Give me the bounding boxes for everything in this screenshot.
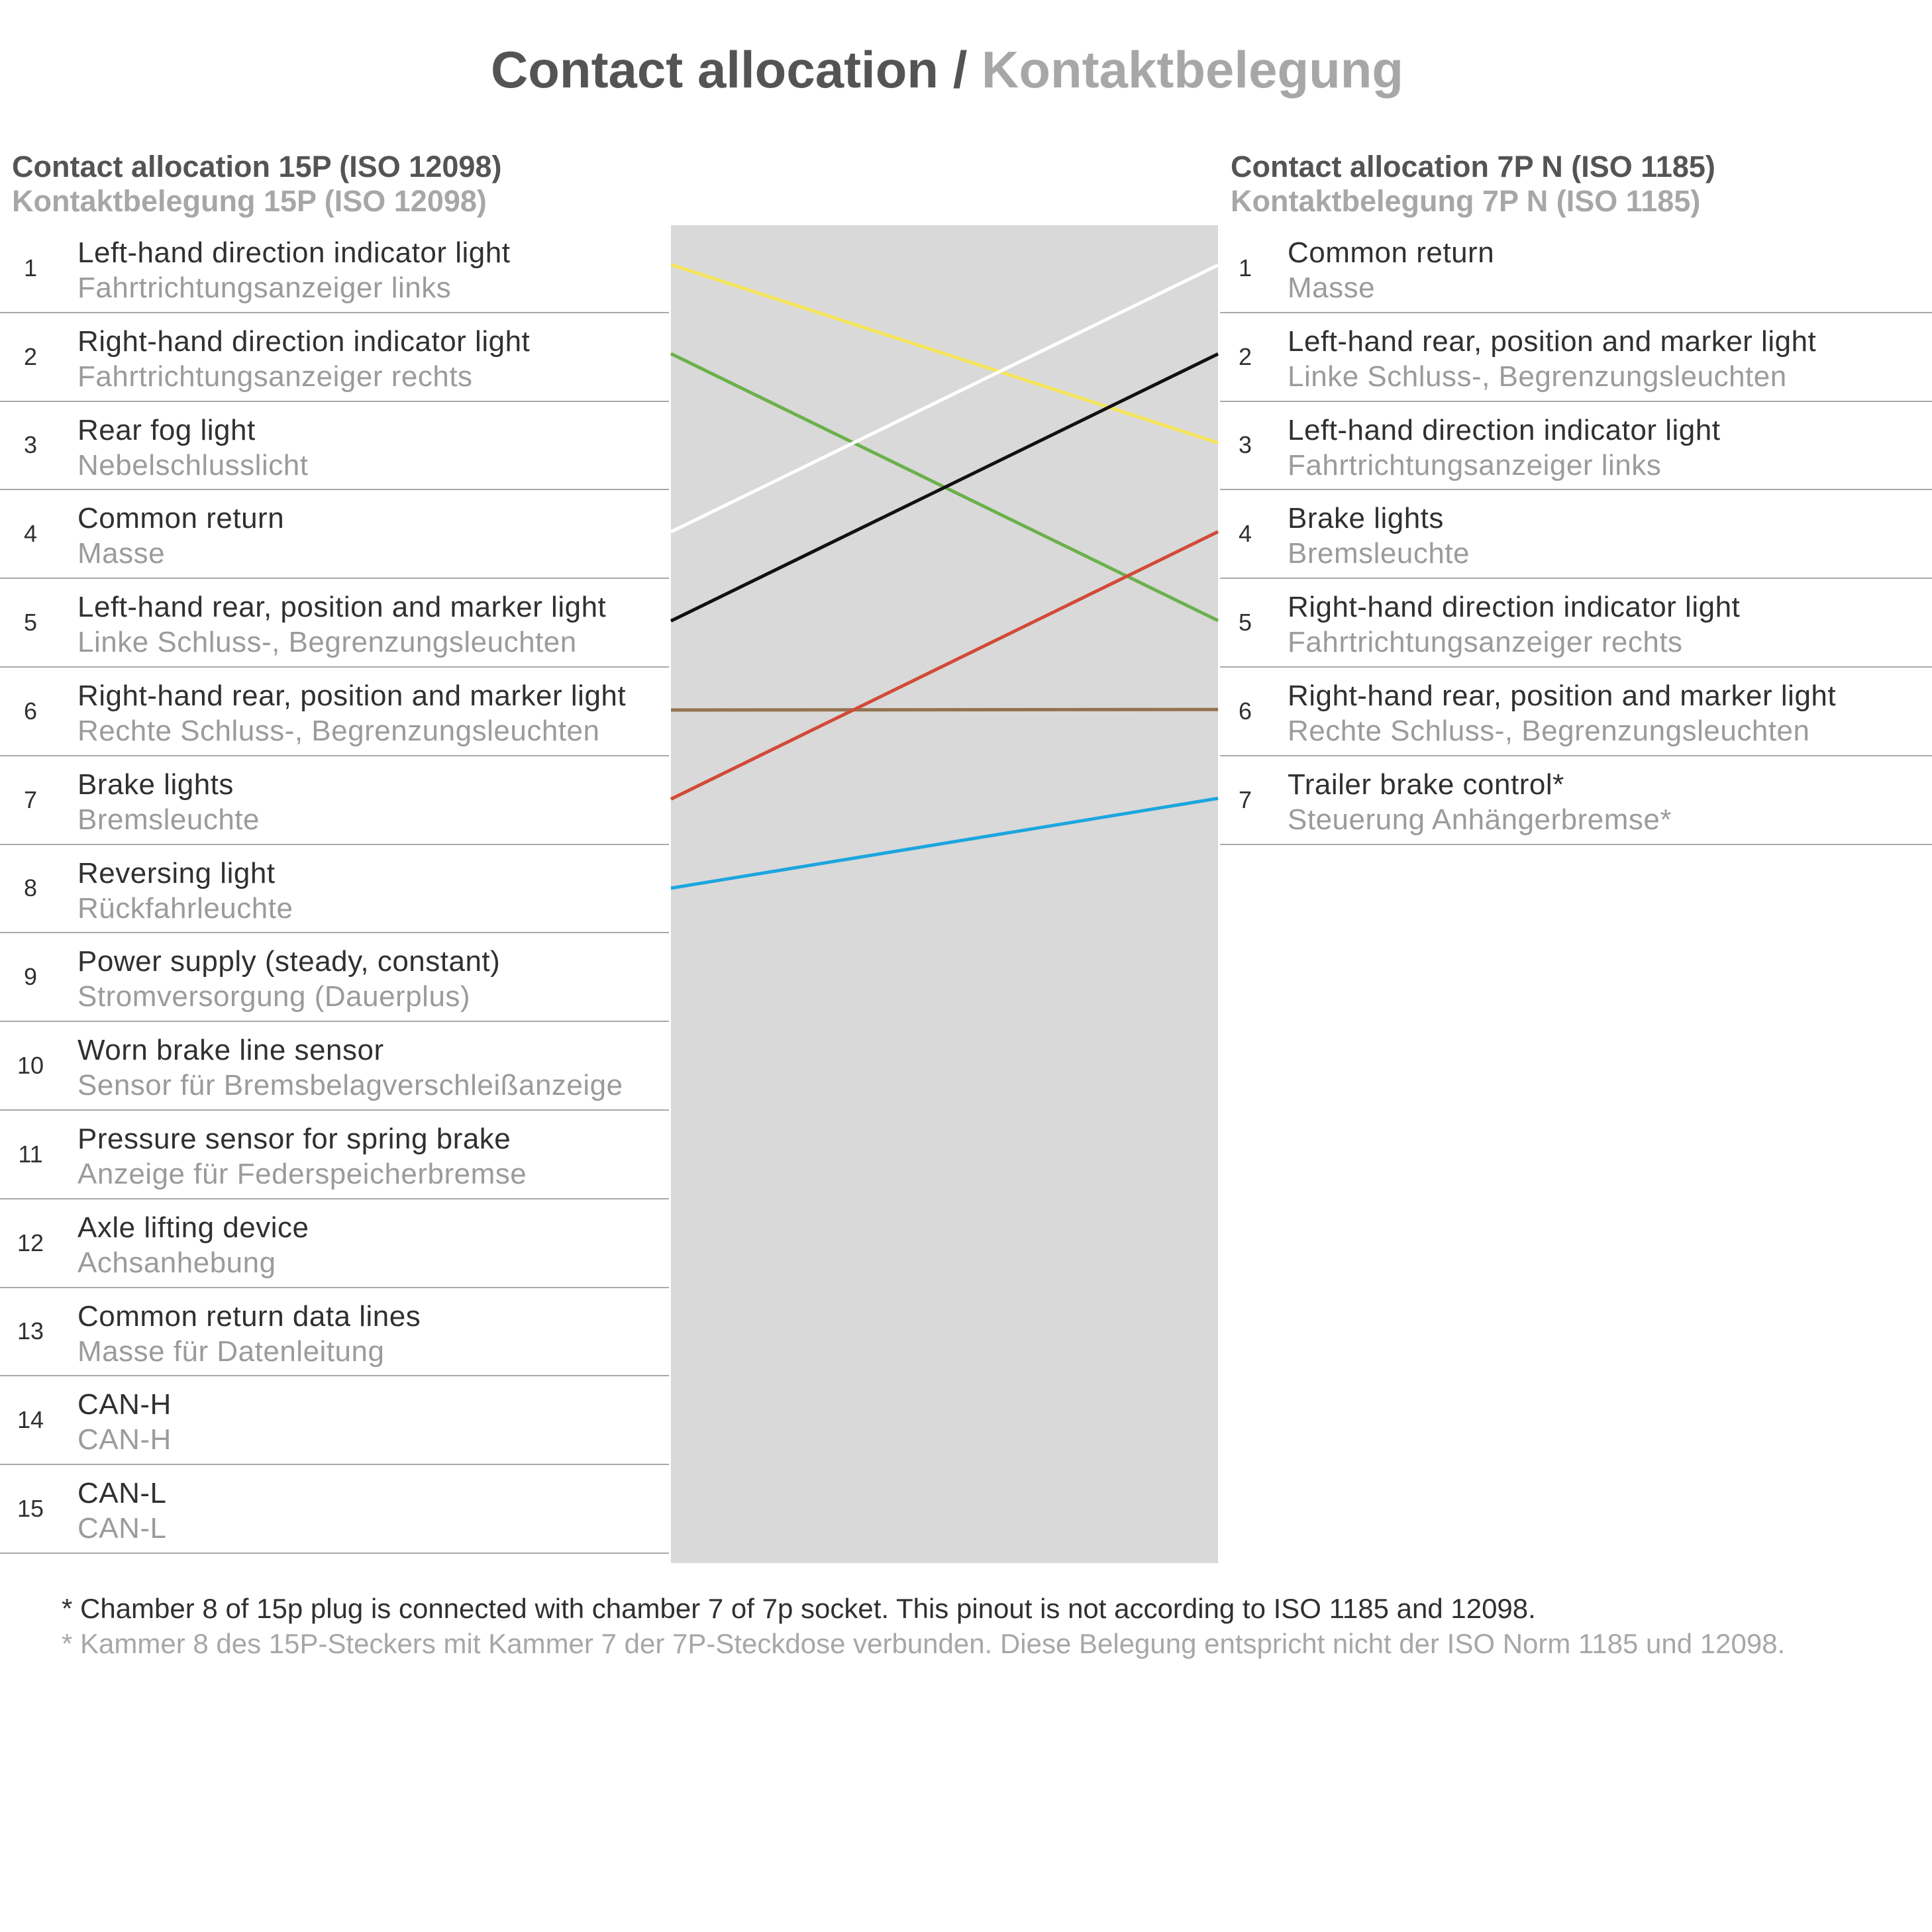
pin-label-en: Right-hand direction indicator light (77, 325, 531, 358)
pin-label-en: Left-hand rear, position and marker light (77, 591, 607, 624)
left-pin-row-6 (0, 668, 669, 756)
left-pin-row-7 (0, 756, 669, 845)
pin-label-en: Worn brake line sensor (77, 1034, 384, 1067)
left-pin-list-15p (0, 225, 669, 1554)
pin-label-en: Trailer brake control* (1288, 768, 1564, 801)
pin-label-de: Fahrtrichtungsanzeiger rechts (77, 360, 473, 393)
pin-label-en: Left-hand rear, position and marker light (1288, 325, 1817, 358)
pin-label-en: Common return data lines (77, 1299, 421, 1333)
pin-label-en: Left-hand direction indicator light (77, 236, 511, 269)
pin-label-en: Axle lifting device (77, 1211, 309, 1244)
pin-description (77, 1476, 167, 1546)
pin-label-en: CAN-H (77, 1388, 172, 1421)
pin-description (77, 678, 626, 748)
pin-label-de: Rechte Schluss-, Begrenzungsleuchten (1288, 714, 1810, 747)
pin-label-en: Right-hand rear, position and marker light (1288, 679, 1837, 712)
left-pin-row-12 (0, 1199, 669, 1288)
right-column-header (1231, 150, 1715, 219)
pin-description (1288, 324, 1816, 394)
pin-description (77, 1387, 172, 1457)
pin-number: 3 (1238, 431, 1252, 459)
pin-number: 9 (23, 963, 38, 991)
pin-description (1288, 678, 1836, 748)
pin-label-en: Pressure sensor for spring brake (77, 1122, 511, 1155)
left-pin-row-4 (0, 490, 669, 579)
pin-label-de: Bremsleuchte (77, 803, 260, 836)
pin-number: 13 (17, 1317, 44, 1345)
right-pin-row-1 (1220, 225, 1932, 313)
pin-description (77, 235, 510, 305)
pin-description (77, 1121, 527, 1192)
right-pin-row-2 (1220, 313, 1932, 402)
pin-description (77, 589, 606, 660)
pin-number: 11 (18, 1140, 43, 1168)
pin-description (77, 856, 293, 926)
left-header-en: Contact allocation 15P (ISO 12098) (12, 150, 502, 183)
title-en: Contact allocation (490, 40, 939, 99)
pin-label-de: Steuerung Anhängerbremse* (1288, 803, 1672, 836)
footnote-en: * Chamber 8 of 15p plug is connected with chamber 7 of 7p socket. This pinout is not according to ISO 1185 and 12098. (62, 1593, 1536, 1624)
pin-label-de: Linke Schluss-, Begrenzungsleuchten (77, 626, 577, 659)
right-pin-row-3 (1220, 402, 1932, 491)
pin-label-de: Bremsleuchte (1288, 537, 1470, 570)
wiring-area-lower (671, 902, 1218, 1563)
pin-label-de: CAN-L (77, 1512, 167, 1545)
pin-description (1288, 589, 1740, 660)
pin-description (77, 767, 260, 837)
pin-number: 6 (1238, 697, 1252, 725)
pin-description (1288, 235, 1494, 305)
pin-label-en: Rear fog light (77, 413, 256, 446)
pin-label-en: Right-hand rear, position and marker light (77, 679, 627, 712)
pin-label-de: CAN-H (77, 1423, 172, 1456)
right-pin-row-5 (1220, 579, 1932, 668)
pin-number: 12 (17, 1229, 44, 1256)
pin-label-en: Right-hand direction indicator light (1288, 591, 1741, 624)
pin-description (77, 413, 308, 483)
pin-number: 2 (23, 342, 38, 370)
pin-label-en: Brake lights (77, 768, 234, 801)
pin-label-de: Masse für Datenleitung (77, 1335, 385, 1368)
pin-number: 3 (23, 431, 38, 459)
title-de: Kontaktbelegung (982, 40, 1404, 99)
pin-label-de: Rechte Schluss-, Begrenzungsleuchten (77, 714, 600, 747)
pin-label-de: Rückfahrleuchte (77, 891, 293, 925)
right-header-de: Kontaktbelegung 7P N (ISO 1185) (1231, 184, 1701, 218)
left-pin-row-9 (0, 933, 669, 1022)
right-pin-row-6 (1220, 668, 1932, 756)
wiring-area (671, 225, 1218, 902)
pin-description (77, 944, 500, 1014)
pin-number: 1 (23, 254, 38, 281)
footnote (62, 1591, 1850, 1661)
pin-label-de: Linke Schluss-, Begrenzungsleuchten (1288, 360, 1787, 393)
pin-label-de: Fahrtrichtungsanzeiger links (77, 272, 452, 304)
pin-number: 5 (23, 609, 38, 636)
pin-description (77, 1033, 623, 1103)
pin-label-de: Sensor für Bremsbelagverschleißanzeige (77, 1069, 623, 1102)
pin-label-de: Fahrtrichtungsanzeiger links (1288, 448, 1662, 482)
pin-number: 6 (23, 697, 38, 725)
pin-description (77, 324, 530, 394)
pin-number: 14 (17, 1406, 44, 1434)
pin-number: 15 (17, 1495, 44, 1523)
pin-number: 8 (23, 874, 38, 902)
pin-number: 4 (1238, 520, 1252, 548)
left-pin-row-14 (0, 1376, 669, 1465)
pin-number: 4 (23, 520, 38, 548)
pin-number: 7 (23, 786, 38, 813)
left-pin-row-1 (0, 225, 669, 313)
pin-label-en: Reversing light (77, 856, 276, 890)
pin-label-de: Anzeige für Federspeicherbremse (77, 1157, 527, 1190)
pin-label-de: Stromversorgung (Dauerplus) (77, 980, 471, 1013)
footnote-de: * Kammer 8 des 15P-Steckers mit Kammer 7 der 7P-Steckdose verbunden. Diese Belegung entspricht nicht der ISO Norm 1185 und 12098. (62, 1628, 1786, 1659)
pin-description (1288, 501, 1470, 571)
right-header-en: Contact allocation 7P N (ISO 1185) (1231, 150, 1715, 183)
pin-label-en: Power supply (steady, constant) (77, 945, 501, 978)
pin-label-en: Brake lights (1288, 502, 1444, 535)
right-pin-row-4 (1220, 490, 1932, 579)
pin-description (77, 501, 284, 571)
right-pin-list-7p (1220, 225, 1932, 845)
pin-description (1288, 413, 1720, 483)
pin-label-de: Masse (77, 537, 166, 570)
pin-description (1288, 767, 1672, 837)
pin-label-de: Fahrtrichtungsanzeiger rechts (1288, 626, 1683, 659)
left-column-header (12, 150, 501, 219)
left-pin-row-11 (0, 1111, 669, 1199)
pin-label-de: Masse (1288, 272, 1376, 304)
left-header-de: Kontaktbelegung 15P (ISO 12098) (12, 184, 487, 218)
pin-number: 10 (17, 1052, 44, 1080)
left-pin-row-3 (0, 402, 669, 491)
left-pin-row-5 (0, 579, 669, 668)
left-pin-row-8 (0, 845, 669, 934)
left-pin-row-10 (0, 1022, 669, 1111)
right-pin-row-7 (1220, 756, 1932, 845)
pin-number: 1 (1238, 254, 1252, 281)
page-title (0, 40, 1894, 100)
left-pin-row-2 (0, 313, 669, 402)
pin-label-en: Common return (1288, 236, 1495, 269)
pin-description (77, 1299, 421, 1369)
pin-label-en: CAN-L (77, 1477, 167, 1510)
pin-label-de: Nebelschlusslicht (77, 448, 309, 482)
pin-number: 5 (1238, 609, 1252, 636)
pin-label-de: Achsanhebung (77, 1246, 276, 1279)
pin-description (77, 1210, 309, 1280)
left-pin-row-15 (0, 1465, 669, 1554)
pin-number: 2 (1238, 342, 1252, 370)
pin-label-en: Common return (77, 502, 285, 535)
pin-number: 7 (1238, 786, 1252, 813)
left-pin-row-13 (0, 1288, 669, 1377)
title-separator: / (939, 40, 982, 99)
pin-label-en: Left-hand direction indicator light (1288, 413, 1721, 446)
